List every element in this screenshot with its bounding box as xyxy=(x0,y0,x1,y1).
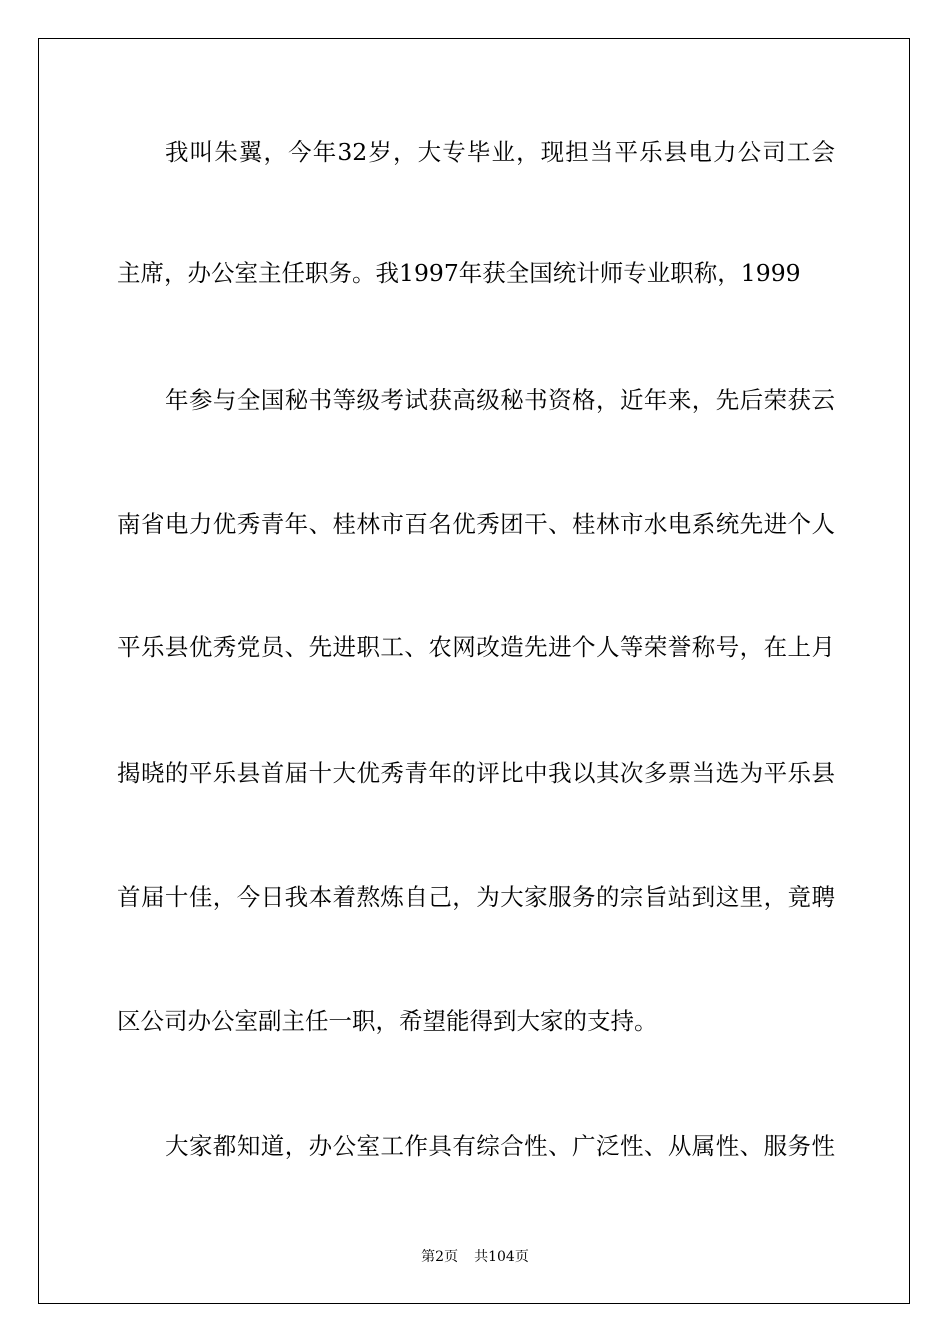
paragraph-line-4: 南省电力优秀青年、桂林市百名优秀团干、桂林市水电系统先进个人 xyxy=(117,510,835,538)
paragraph-line-8: 区公司办公室副主任一职，希望能得到大家的支持。 xyxy=(117,1007,658,1035)
paragraph-line-7: 首届十佳，今日我本着熬炼自己，为大家服务的宗旨站到这里，竟聘 xyxy=(117,883,835,911)
paragraph-line-1: 我叫朱翼，今年32岁，大专毕业，现担当平乐县电力公司工会 xyxy=(165,138,835,166)
page-footer xyxy=(0,1248,950,1266)
paragraph-line-3: 年参与全国秘书等级考试获高级秘书资格，近年来，先后荣获云 xyxy=(165,386,835,414)
paragraph-line-6: 揭晓的平乐县首届十大优秀青年的评比中我以其次多票当选为平乐县 xyxy=(117,759,835,787)
paragraph-line-2: 主席，办公室主任职务。我1997年获全国统计师专业职称，1999 xyxy=(117,259,801,287)
page-number: 第2页 xyxy=(421,1249,459,1265)
paragraph-line-5: 平乐县优秀党员、先进职工、农网改造先进个人等荣誉称号，在上月 xyxy=(117,633,835,661)
total-pages: 共104页 xyxy=(474,1249,529,1265)
paragraph-line-9: 大家都知道，办公室工作具有综合性、广泛性、从属性、服务性 xyxy=(165,1132,835,1160)
page-frame xyxy=(38,38,910,1304)
